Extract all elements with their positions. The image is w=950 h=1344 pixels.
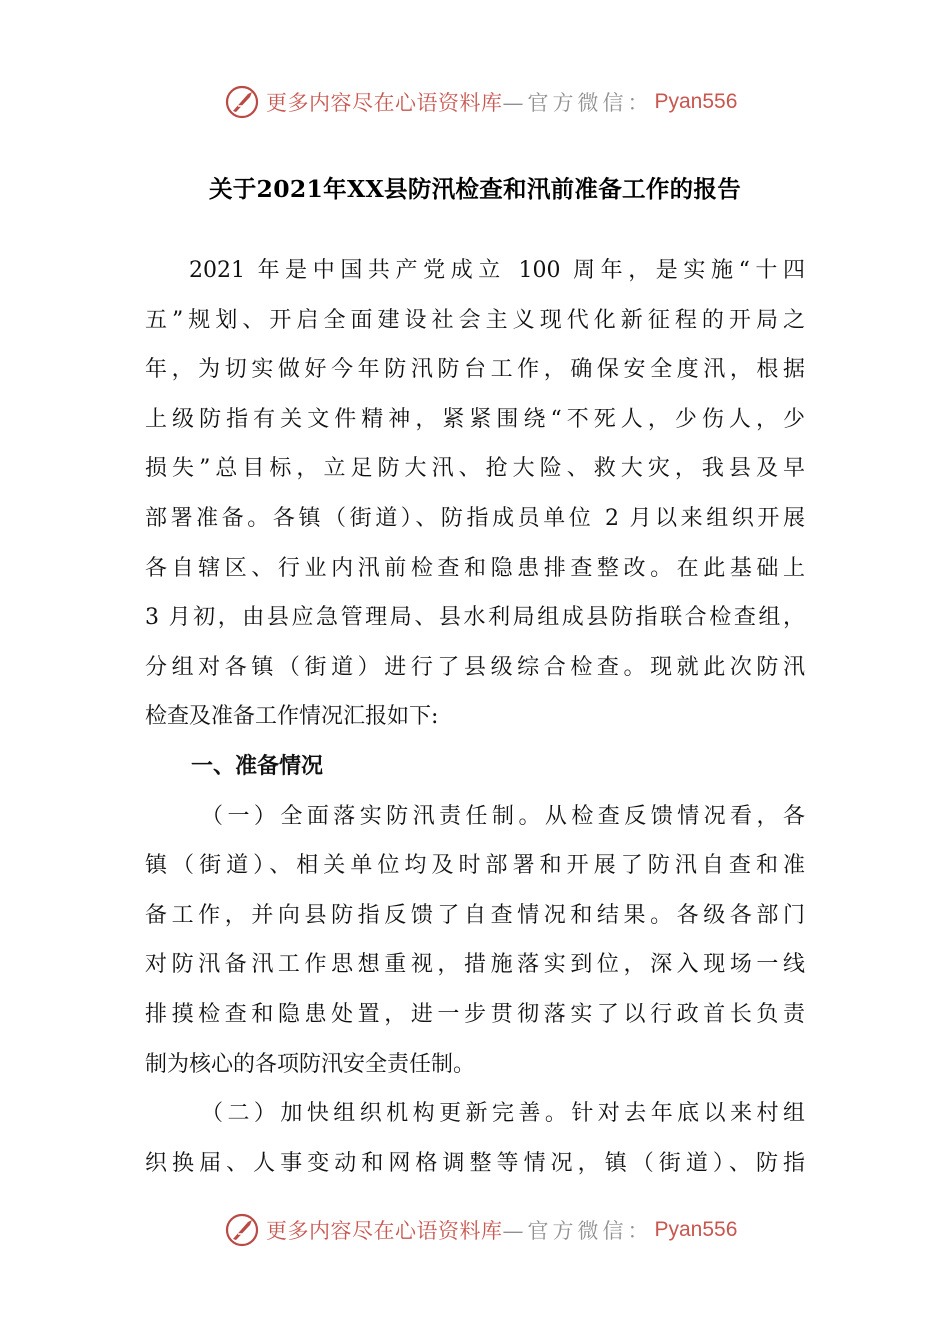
banner-red-text: 更多内容尽在心语资料库: [266, 1219, 503, 1243]
header-banner: [224, 82, 737, 122]
document-title: 关于2021年XX县防汛检查和汛前准备工作的报告: [208, 175, 742, 203]
text-line: 2021 年是中国共产党成立 100 周年，是实施“十四: [189, 258, 805, 283]
text-line: 织换届、人事变动和网格调整等情况，镇（街道）、防指: [145, 1150, 805, 1176]
text-line: （一）全面落实防汛责任制。从检查反馈情况看，各: [201, 803, 805, 829]
text-line: 上级防指有关文件精神，紧紧围绕“不死人，少伤人，少: [145, 406, 805, 432]
text-line: 各自辖区、行业内汛前检查和隐患排查整改。在此基础上: [145, 555, 805, 581]
text-line: 镇（街道）、相关单位均及时部署和开展了防汛自查和准: [145, 853, 805, 879]
text-line: 年，为切实做好今年防汛防台工作，确保安全度汛，根据: [145, 357, 805, 383]
text-line: 损失”总目标，立足防大汛、抢大险、救大灾，我县及早: [145, 456, 805, 482]
text-line: 制为核心的各项防汛安全责任制。: [145, 1051, 476, 1077]
text-line: 部署准备。各镇（街道）、防指成员单位 2 月以来组织开展: [145, 505, 805, 531]
paragraph-organization: [145, 1089, 805, 1188]
text-line: 3 月初，由县应急管理局、县水利局组成县防指联合检查组，: [145, 605, 805, 631]
section-heading: 一、准备情况: [191, 753, 324, 779]
banner-gray-text: —官方微信：: [502, 1219, 653, 1243]
banner-account: Pyan556: [654, 90, 738, 113]
text-line: 排摸检查和隐患处置，进一步贯彻落实了以行政首长负责: [145, 1001, 805, 1027]
text-line: 对防汛备汛工作思想重视，措施落实到位，深入现场一线: [145, 952, 805, 978]
paragraph-responsibility: [145, 792, 805, 1090]
banner-gray-text: —官方微信：: [502, 91, 653, 115]
text-line: 备工作，并向县防指反馈了自查情况和结果。各级各部门: [145, 902, 805, 928]
text-line: （二）加快组织机构更新完善。针对去年底以来村组: [201, 1101, 805, 1127]
quill-logo-icon: [224, 1212, 260, 1248]
text-line: 五”规划、开启全面建设社会主义现代化新征程的开局之: [145, 307, 805, 333]
quill-logo-icon: [224, 84, 260, 120]
banner-account: Pyan556: [654, 1218, 738, 1241]
document-body: [145, 246, 805, 1188]
paragraph-intro: [145, 246, 805, 742]
banner-red-text: 更多内容尽在心语资料库: [266, 91, 503, 115]
text-line: 分组对各镇（街道）进行了县级综合检查。现就此次防汛: [145, 654, 805, 680]
footer-banner: [224, 1210, 737, 1250]
text-line: 检查及准备工作情况汇报如下:: [145, 704, 439, 730]
